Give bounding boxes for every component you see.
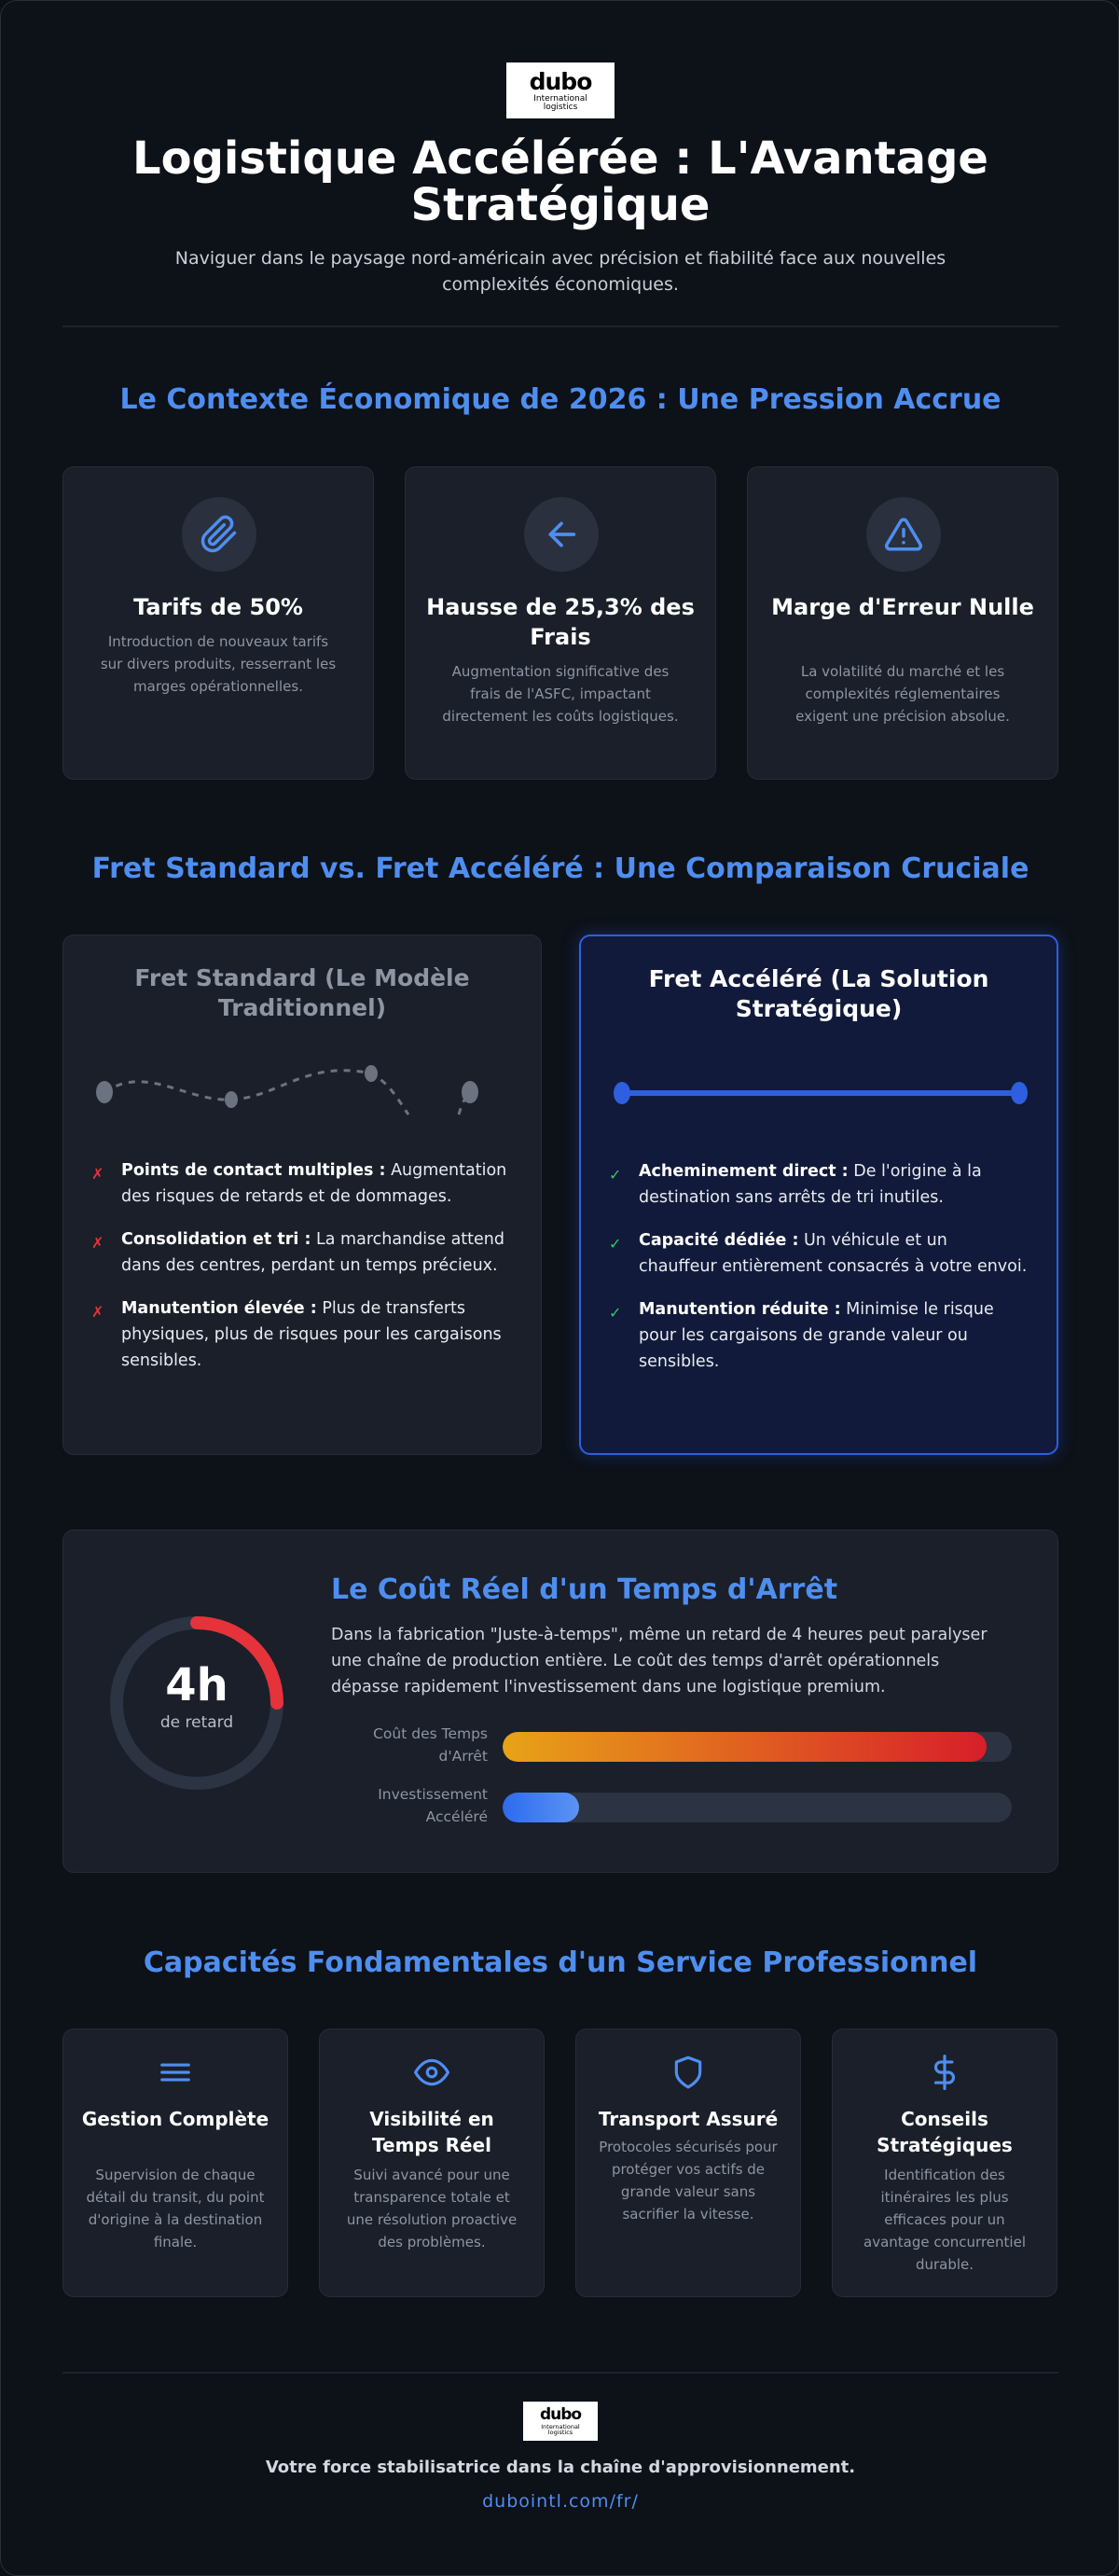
footer-link[interactable]: dubointl.com/fr/	[482, 2491, 639, 2512]
context-card	[62, 466, 374, 780]
logo-tagline-1: International	[541, 2422, 580, 2431]
standard-freight-card	[62, 935, 542, 1455]
bar-fill-expedited-investment	[503, 1793, 579, 1822]
capability-title: Conseils Stratégiques	[877, 2108, 1013, 2156]
capability-card	[319, 2029, 545, 2297]
capability-card	[575, 2029, 801, 2297]
list-item-heading: Consolidation et tri :	[121, 1230, 311, 1249]
context-card-title: Tarifs de 50%	[133, 594, 303, 620]
logo-wordmark: dubo	[539, 2404, 582, 2424]
list-item	[91, 1295, 513, 1374]
header-logo	[506, 62, 615, 118]
list-item-text: Un véhicule et un chauffeur entièrement consacrés à votre envoi.	[639, 1231, 1028, 1276]
cross-icon: ✗	[91, 1234, 104, 1252]
page-subtitle: Naviguer dans le paysage nord-américain avec précision et fiabilité face aux nouvelles complexités économiques.	[174, 248, 946, 295]
bar-track-downtime-cost	[503, 1732, 1012, 1762]
expedited-freight-title: Fret Accéléré (La Solution Stratégique)	[648, 965, 989, 1022]
gauge-value: 4h	[165, 1659, 228, 1711]
bar-track-expedited-investment	[503, 1793, 1012, 1822]
footer-tagline: Votre force stabilisatrice dans la chaîne d'approvisionnement.	[265, 2458, 856, 2477]
direct-route-illustration	[609, 1056, 1032, 1130]
standard-freight-title: Fret Standard (Le Modèle Traditionnel)	[134, 964, 470, 1021]
capability-title: Visibilité en Temps Réel	[369, 2108, 494, 2156]
check-icon: ✓	[609, 1166, 622, 1184]
capability-desc: Supervision de chaque détail du transit, du point d'origine à la destination finale.	[86, 2167, 265, 2251]
capability-title: Transport Assuré	[598, 2108, 779, 2130]
logo-tagline-1: International	[533, 93, 587, 104]
list-item	[91, 1157, 513, 1210]
downtime-description: Dans la fabrication "Juste-à-temps", même un retard de 4 heures peut paralyser une chaîne de production entière. Le coût des temps d'arrêt opérationnels dépasse rapidement l'investissement dans une logistique premium.	[331, 1626, 988, 1697]
list-item-text: La marchandise attend dans des centres, perdant un temps précieux.	[121, 1230, 504, 1275]
indirect-route-illustration	[91, 1055, 515, 1129]
list-item-text: Augmentation des risques de retards et de dommages.	[121, 1161, 507, 1206]
capability-title: Gestion Complète	[81, 2108, 269, 2130]
capability-card	[832, 2029, 1057, 2297]
list-item-heading: Manutention réduite :	[639, 1300, 841, 1319]
dollar-icon	[926, 2054, 963, 2091]
capability-desc: Identification des itinéraires les plus efficaces pour un avantage concurrentiel durable.	[863, 2167, 1026, 2273]
warning-icon	[866, 497, 941, 572]
arrow-left-icon	[524, 497, 599, 572]
paperclip-icon	[182, 497, 256, 572]
list-item-text: Plus de transferts physiques, plus de risques pour les cargaisons sensibles.	[121, 1299, 502, 1370]
cross-icon: ✗	[91, 1303, 104, 1321]
list-item-heading: Acheminement direct :	[639, 1162, 849, 1181]
eye-icon	[413, 2054, 450, 2091]
logo-tagline-2: logistics	[547, 2429, 573, 2436]
comparison-section-title: Fret Standard vs. Fret Accéléré : Une Comparaison Cruciale	[91, 852, 1029, 885]
capabilities-section-title: Capacités Fondamentales d'un Service Professionnel	[143, 1946, 978, 1979]
context-card	[405, 466, 716, 780]
list-item	[609, 1296, 1029, 1375]
capability-card	[62, 2029, 288, 2297]
shield-icon	[670, 2054, 707, 2091]
downtime-title: Le Coût Réel d'un Temps d'Arrêt	[331, 1573, 838, 1606]
context-card-desc: La volatilité du marché et les complexités réglementaires exigent une précision absolue.	[795, 663, 1010, 725]
context-card-desc: Introduction de nouveaux tarifs sur divers produits, resserrant les marges opérationnelles.	[100, 633, 337, 695]
context-section-title: Le Contexte Économique de 2026 : Une Pression Accrue	[119, 383, 1002, 416]
list-item	[609, 1158, 1029, 1211]
logo-tagline-2: logistics	[543, 102, 578, 112]
list-item-heading: Points de contact multiples :	[121, 1161, 386, 1180]
check-icon: ✓	[609, 1304, 622, 1322]
context-card-title: Hausse de 25,3% des Frais	[426, 594, 695, 650]
capability-desc: Protocoles sécurisés pour protéger vos actifs de grande valeur sans sacrifier la vitesse.	[599, 2139, 778, 2223]
gauge-label: de retard	[159, 1713, 234, 1732]
bar-fill-downtime-cost	[503, 1732, 987, 1762]
context-card	[747, 466, 1058, 780]
list-item-text: Minimise le risque pour les cargaisons de grande valeur ou sensibles.	[639, 1300, 994, 1371]
cross-icon: ✗	[91, 1165, 104, 1183]
bar-label-downtime-cost: Coût des Temps d'Arrêt	[373, 1725, 488, 1765]
capability-desc: Suivi avancé pour une transparence totale et une résolution proactive des problèmes.	[346, 2167, 518, 2251]
page-title: Logistique Accélérée : L'Avantage Stratégique	[132, 132, 988, 231]
context-card-desc: Augmentation significative des frais de l'ASFC, impactant directement les coûts logistiques.	[442, 663, 679, 725]
list-item-text: De l'origine à la destination sans arrêts de tri inutiles.	[639, 1162, 982, 1207]
list-item	[91, 1226, 513, 1279]
logo-wordmark: dubo	[529, 67, 592, 95]
menu-icon	[157, 2054, 194, 2091]
footer-logo	[523, 2402, 598, 2441]
footer-divider	[62, 2372, 1058, 2374]
expedited-freight-card	[579, 935, 1058, 1455]
bar-label-expedited-investment: Investissement Accéléré	[378, 1786, 488, 1825]
context-card-title: Marge d'Erreur Nulle	[771, 594, 1034, 620]
check-icon: ✓	[609, 1235, 622, 1253]
standard-freight-list	[91, 1157, 513, 1391]
list-item-heading: Manutention élevée :	[121, 1299, 317, 1318]
list-item-heading: Capacité dédiée :	[639, 1231, 799, 1250]
divider	[62, 325, 1058, 327]
list-item	[609, 1227, 1029, 1280]
expedited-freight-list	[609, 1158, 1029, 1392]
